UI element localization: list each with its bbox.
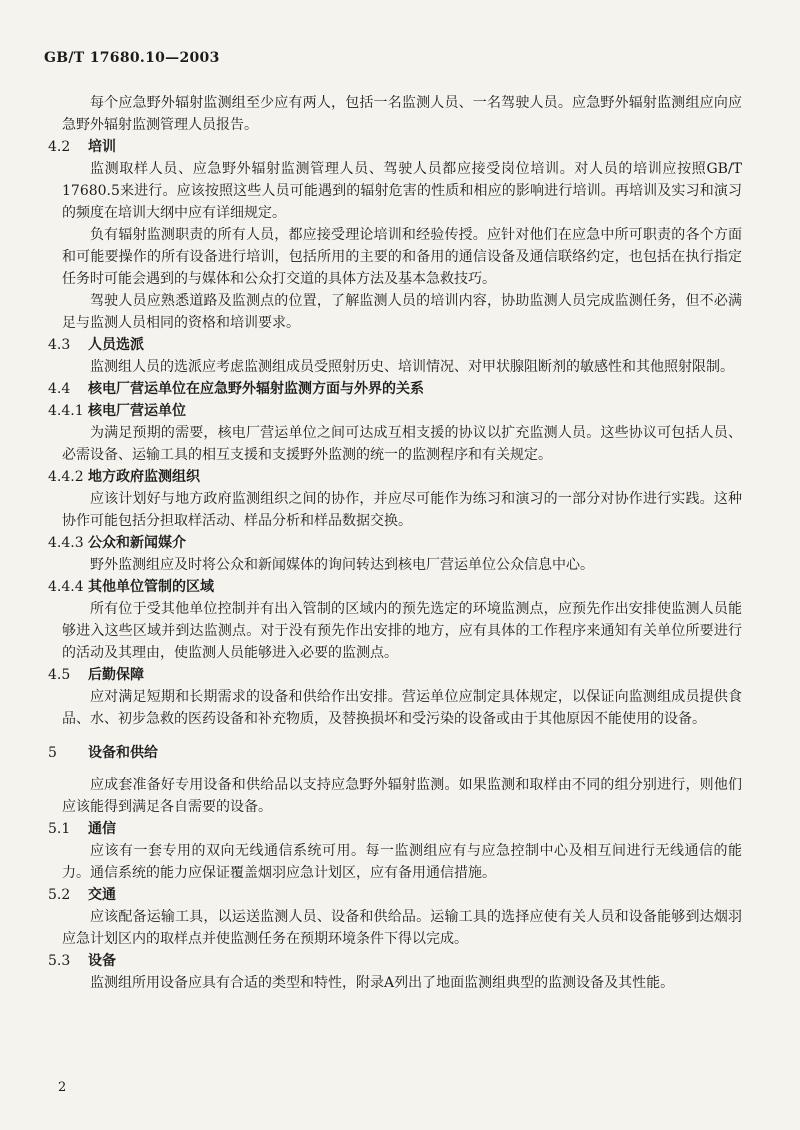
subsection-heading [48, 334, 742, 356]
subsection-heading [48, 466, 742, 488]
heading-number: 4.4.1 [48, 403, 84, 419]
paragraph: 所有位于受其他单位控制并有出入管制的区域内的预先选定的环境监测点，应预先作出安排使监测人员能够进入这些区域并到达监测点。对于没有预先作出安排的地方，应有具体的工作程序来通知有关单位所要进行的活动及其理由，使监测人员能够进入必要的监测点。 [62, 601, 742, 661]
paragraph: 应成套准备好专用设备和供给品以支持应急野外辐射监测。如果监测和取样由不同的组分别进行，则他们应该能得到满足各自需要的设备。 [62, 777, 742, 815]
paragraph: 为满足预期的需要，核电厂营运单位之间可达成互相支援的协议以扩充监测人员。这些协议可包括人员、必需设备、运输工具的相互支援和支援野外监测的统一的监测程序和有关规定。 [62, 425, 742, 463]
page-number: 2 [58, 1080, 67, 1095]
heading-title: 核电厂营运单位在应急野外辐射监测方面与外界的关系 [88, 381, 424, 397]
heading-number: 5 [48, 745, 57, 761]
paragraph: 应对满足短期和长期需求的设备和供给作出安排。营运单位应制定具体规定，以保证向监测组成员提供食品、水、初步急救的医药设备和补充物质，及替换损坏和受污染的设备或由于其他原因不能使用的设备。 [62, 689, 742, 727]
heading-title: 地方政府监测组织 [88, 469, 200, 485]
subsection-heading [48, 950, 742, 972]
subsection-heading [48, 532, 742, 554]
subsection-heading [48, 664, 742, 686]
heading-title: 设备和供给 [88, 745, 158, 761]
paragraph: 监测组人员的选派应考虑监测组成员受照射历史、培训情况、对甲状腺阻断剂的敏感性和其他照射限制。 [90, 359, 734, 375]
heading-number: 5.1 [48, 821, 71, 837]
subsection-heading [48, 884, 742, 906]
paragraph: 野外监测组应及时将公众和新闻媒体的询问转达到核电厂营运单位公众信息中心。 [90, 557, 594, 573]
heading-title: 其他单位管制的区域 [88, 579, 214, 595]
paragraph: 负有辐射监测职责的所有人员，都应接受理论培训和经验传授。应针对他们在应急中所可职责的各个方面和可能要操作的所有设备进行培训，包括所用的主要的和备用的通信设备及通信联络约定，也包括在执行指定任务时可能会遇到的与媒体和公众打交道的具体方法及基本急救技巧。 [62, 227, 742, 287]
subsection-heading [48, 576, 742, 598]
heading-number: 5.2 [48, 887, 71, 903]
paragraph: 驾驶人员应熟悉道路及监测点的位置，了解监测人员的培训内容，协助监测人员完成监测任务，但不必满足与监测人员相同的资格和培训要求。 [62, 293, 742, 331]
paragraph: 每个应急野外辐射监测组至少应有两人，包括一名监测人员、一名驾驶人员。应急野外辐射监测组应向应急野外辐射监测管理人员报告。 [62, 95, 742, 133]
heading-number: 4.5 [48, 667, 71, 683]
paragraph: 应该计划好与地方政府监测组织之间的协作，并应尽可能作为练习和演习的一部分对协作进行实践。这种协作可能包括分担取样活动、样品分析和样品数据交换。 [62, 491, 742, 529]
heading-title: 人员选派 [88, 337, 144, 353]
paragraph: 监测取样人员、应急野外辐射监测管理人员、驾驶人员都应接受岗位培训。对人员的培训应按照GB/T 17680.5来进行。应该按照这些人员可能遇到的辐射危害的性质和相应的影响进行培训。再培训及实习和演习的频度在培训大纲中应有详细规定。 [62, 161, 742, 221]
heading-number: 4.3 [48, 337, 71, 353]
section-heading [48, 742, 742, 764]
heading-number: 4.2 [48, 139, 71, 155]
paragraph: 应该配备运输工具，以运送监测人员、设备和供给品。运输工具的选择应使有关人员和设备能够到达烟羽应急计划区内的取样点并使监测任务在预期环境条件下得以完成。 [62, 909, 742, 947]
subsection-heading [48, 400, 742, 422]
subsection-heading [48, 136, 742, 158]
subsection-heading [48, 818, 742, 840]
paragraph: 应该有一套专用的双向无线通信系统可用。每一监测组应有与应急控制中心及相互间进行无线通信的能力。通信系统的能力应保证覆盖烟羽应急计划区，应有备用通信措施。 [62, 843, 742, 881]
heading-title: 公众和新闻媒介 [88, 535, 186, 551]
subsection-heading [48, 378, 742, 400]
heading-title: 交通 [88, 887, 116, 903]
heading-number: 4.4.4 [48, 579, 84, 595]
heading-title: 培训 [88, 139, 116, 155]
heading-number: 5.3 [48, 953, 71, 969]
heading-title: 核电厂营运单位 [88, 403, 186, 419]
heading-number: 4.4.3 [48, 535, 84, 551]
heading-number: 4.4.2 [48, 469, 84, 485]
heading-title: 通信 [88, 821, 116, 837]
standard-id-header: GB/T 17680.10—2003 [44, 50, 220, 66]
heading-number: 4.4 [48, 381, 71, 397]
heading-title: 设备 [88, 953, 116, 969]
heading-title: 后勤保障 [88, 667, 144, 683]
document-body [48, 92, 742, 994]
paragraph: 监测组所用设备应具有合适的类型和特性，附录A列出了地面监测组典型的监测设备及其性能。 [90, 975, 675, 991]
